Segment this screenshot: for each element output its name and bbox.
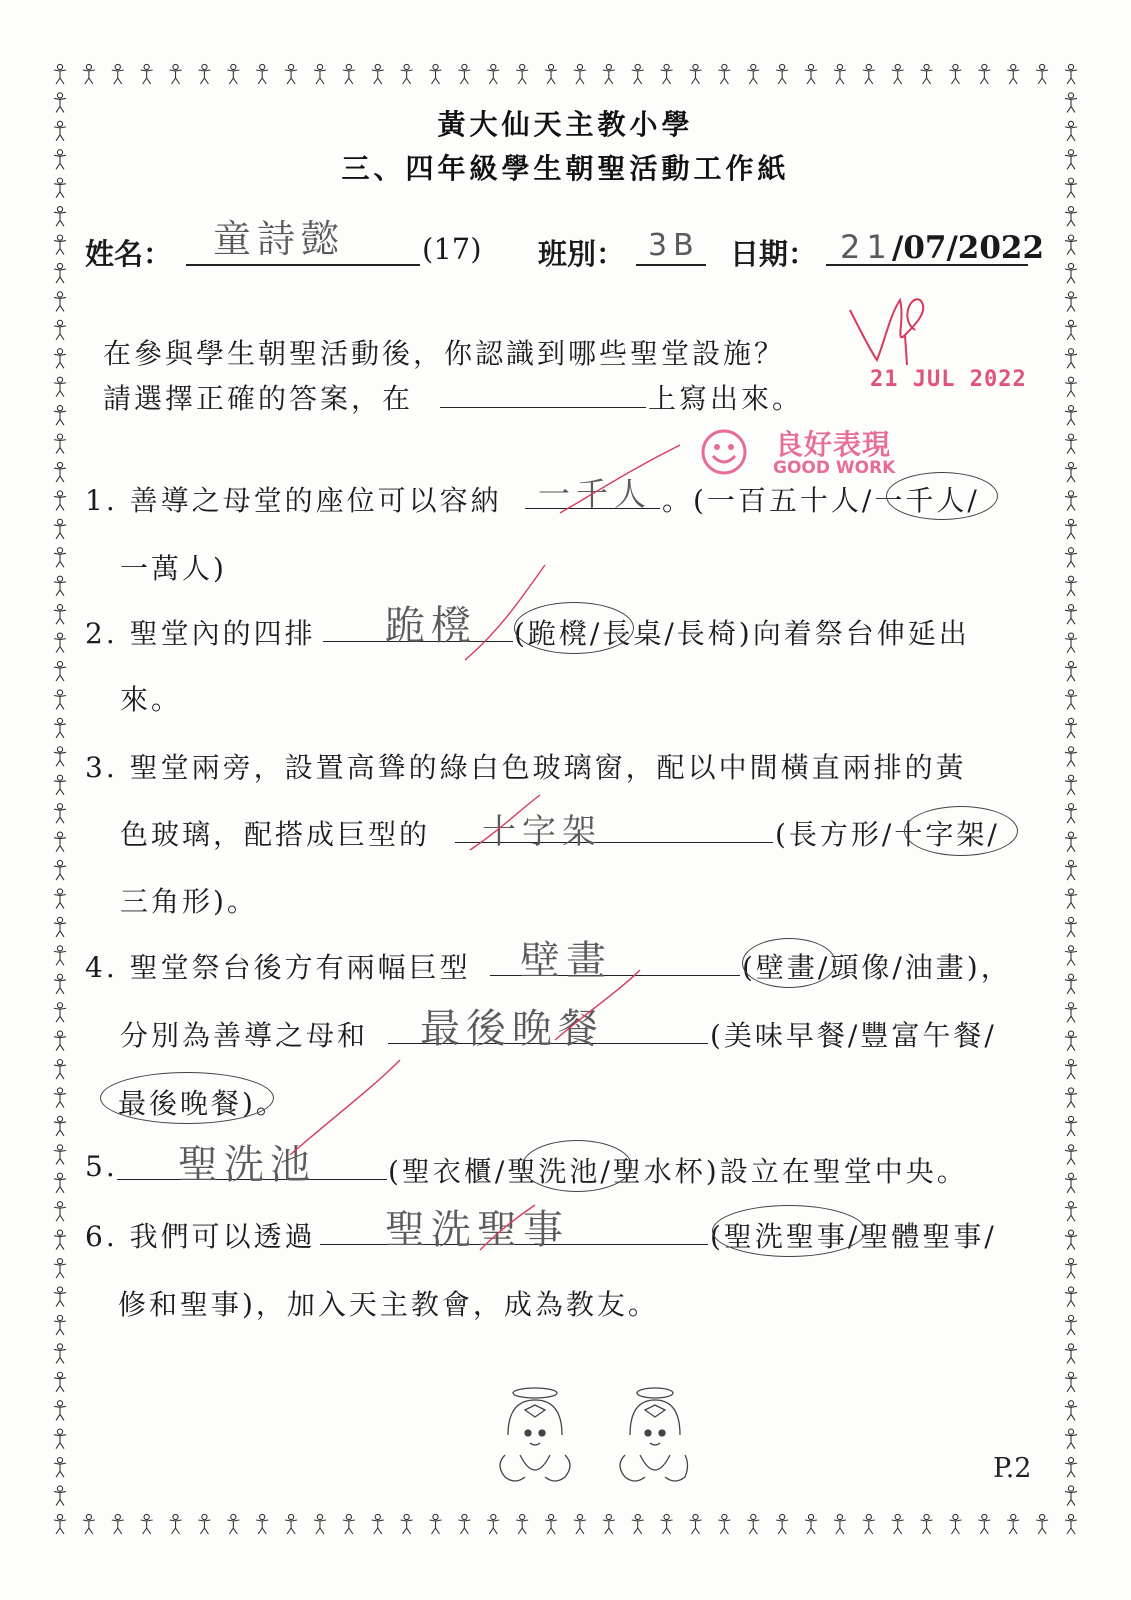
date-label: 日期： xyxy=(730,237,818,271)
date-day: 21 xyxy=(840,228,893,266)
q4-text: 4. 聖堂祭台後方有兩幅巨型 xyxy=(85,951,471,984)
good-work-stamp-en: GOOD WORK xyxy=(773,458,896,478)
worksheet-title: 三、四年級學生朝聖活動工作紙 xyxy=(341,152,790,185)
q6-circle xyxy=(712,1205,866,1257)
class-label: 班別： xyxy=(538,237,626,271)
name-field-line xyxy=(186,264,420,266)
date-rest: /07/2022 xyxy=(892,230,1045,266)
q5-options: (聖衣櫃/聖洗池/聖水杯)設立在聖堂中央。 xyxy=(388,1155,968,1188)
q2-text: 2. 聖堂內的四排 xyxy=(85,617,316,650)
school-name: 黃大仙天主教小學 xyxy=(437,108,694,141)
q4-options-2: (美味早餐/豐富午餐/ xyxy=(710,1019,997,1052)
date-stamp: 21 JUL 2022 xyxy=(870,367,1027,392)
page-number: P.2 xyxy=(993,1453,1032,1484)
q4-options-2-cont: 最後晚餐)。 xyxy=(118,1087,287,1120)
q2-circle xyxy=(514,602,634,654)
name-label: 姓名： xyxy=(85,237,173,271)
q2-text-cont: 來。 xyxy=(120,683,183,716)
q4-circle-2 xyxy=(100,1072,274,1124)
q3-text-cont: 色玻璃，配搭成巨型的 xyxy=(120,818,431,851)
q6-text-cont: 修和聖事)，加入天主教會，成為教友。 xyxy=(118,1288,659,1321)
q5-circle xyxy=(522,1140,632,1192)
q5-number: 5. xyxy=(85,1150,118,1183)
q5-answer: 聖洗池 xyxy=(178,1142,316,1188)
good-work-stamp-cn: 良好表現 xyxy=(775,428,892,461)
angel-illustration xyxy=(490,1385,690,1495)
name-value: 童詩懿 xyxy=(213,217,346,261)
q6-text: 6. 我們可以透過 xyxy=(85,1220,316,1253)
smiley-icon xyxy=(700,428,748,476)
intro-instruction-a: 請選擇正確的答案，在 xyxy=(103,382,414,415)
q6-answer: 聖洗聖事 xyxy=(385,1207,569,1253)
q3-options-cont: 三角形)。 xyxy=(120,885,258,918)
class-number: (17) xyxy=(422,232,482,266)
q1-circle xyxy=(886,472,998,520)
q4-answer-1: 壁畫 xyxy=(520,938,612,984)
intro-example-blank xyxy=(440,407,646,408)
teacher-signature xyxy=(845,290,955,370)
class-value: 3B xyxy=(648,228,700,263)
q4-circle-1 xyxy=(742,938,836,988)
q1-text: 1. 善導之母堂的座位可以容納 xyxy=(85,484,502,517)
intro-instruction-b: 上寫出來。 xyxy=(648,382,804,415)
q3-text: 3. 聖堂兩旁，設置高聳的綠白色玻璃窗，配以中間橫直兩排的黃 xyxy=(85,751,967,784)
q4-options-1: (壁畫/頭像/油畫)， xyxy=(742,951,1012,984)
q1-options: 。(一百五十人/一千人/ xyxy=(662,484,980,517)
q6-options: (聖洗聖事/聖體聖事/ xyxy=(710,1220,997,1253)
q2-options: (跪櫈/長桌/長椅)向着祭台伸延出 xyxy=(514,617,970,650)
q2-answer: 跪櫈 xyxy=(385,603,477,649)
q4-answer-2: 最後晚餐 xyxy=(420,1006,604,1052)
intro-question: 在參與學生朝聖活動後，你認識到哪些聖堂設施？ xyxy=(103,337,786,370)
q3-options: (長方形/十字架/ xyxy=(775,818,1000,851)
q4-text-cont: 分別為善導之母和 xyxy=(120,1019,369,1052)
q1-options-cont: 一萬人) xyxy=(120,552,227,585)
q3-answer: 十字架 xyxy=(482,812,602,852)
q3-circle xyxy=(904,806,1018,856)
q1-answer: 一千人 xyxy=(538,475,653,513)
class-field-line xyxy=(636,264,706,266)
